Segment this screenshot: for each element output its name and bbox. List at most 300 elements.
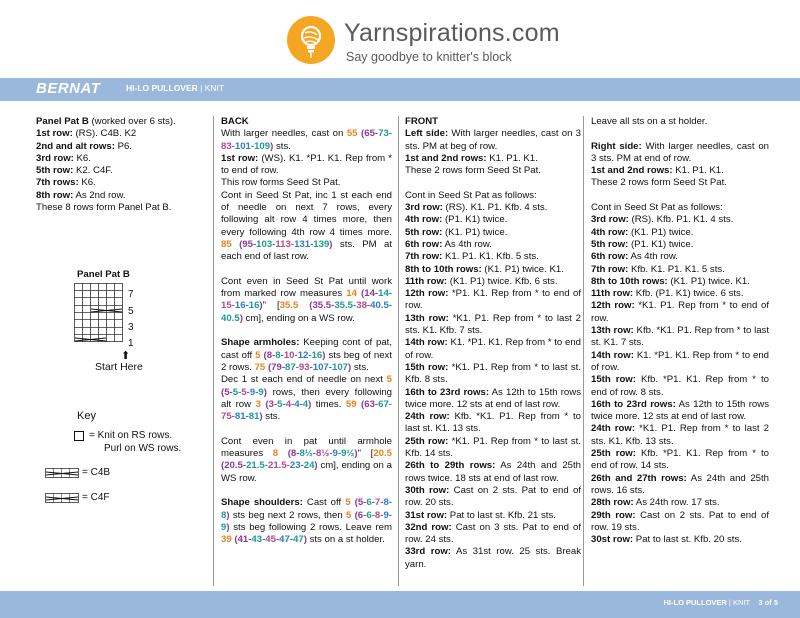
front-rows-1-2 [405, 153, 581, 165]
size-value: 14 [346, 288, 357, 300]
size-value: ) [308, 398, 312, 410]
front-right-side [591, 141, 769, 166]
size-value: ( [287, 448, 291, 460]
size-value: 6 [366, 509, 372, 521]
size-value: 73 [378, 128, 389, 140]
size-value: 47 [293, 534, 304, 546]
size-value: - [337, 448, 342, 460]
size-value: - [245, 411, 249, 423]
row-label: 5th row: [405, 226, 443, 238]
page-footer [0, 591, 800, 618]
pattern-row [405, 313, 581, 338]
row-text: *K1. P1. Rep from * to last 2 sts. K1. Kfb. 13 sts. [591, 423, 769, 447]
panel-heading [36, 116, 206, 128]
row-label: 12th row: [591, 300, 635, 312]
size-value: - [273, 398, 278, 410]
pattern-row [36, 141, 206, 153]
size-value: 5 [357, 497, 364, 509]
row-text: As 24th and 25th rows twice. 18 sts at end of last row. [405, 460, 581, 484]
size-value: - [388, 128, 392, 140]
row-text: Cast on 2 sts. Pat to end of row. 20 sts. [405, 484, 581, 509]
size-value: 9½ [341, 448, 355, 460]
size-value: - [309, 361, 313, 373]
chart-row-1: 1 [128, 338, 134, 349]
size-value: - [299, 398, 303, 410]
back-armhole-measure [221, 436, 392, 485]
pattern-row [36, 177, 206, 189]
row-label: 14th row: [591, 349, 634, 361]
size-value: ( [221, 460, 225, 472]
row-text: (K1. P1) twice. [628, 226, 694, 238]
size-value: - [229, 386, 233, 398]
size-value: 67 [378, 398, 389, 410]
size-value: ) [314, 460, 318, 472]
pattern-row [591, 473, 769, 498]
row-text: *P1. K1. Rep from * to end of row. [405, 288, 581, 312]
spacer [405, 177, 581, 189]
pattern-row [36, 190, 206, 202]
row-label: 31st row: [405, 509, 448, 521]
row-label: 1st and 2nd rows: [591, 165, 673, 177]
row-text: (K1. P1) twice. K1. [667, 275, 750, 287]
size-value: - [374, 398, 379, 410]
leave-sts: Leave all sts on a st holder. [591, 116, 708, 127]
row-label: 14th row: [405, 337, 448, 349]
row-label: 24th row: [591, 423, 636, 435]
back-heading: BACK [221, 116, 249, 127]
row-text: As 24th and 25th rows. 16 sts. [591, 472, 769, 496]
footer-title: HI-LO PULLOVER [663, 598, 727, 607]
row-label: 1st row: [36, 128, 73, 140]
c4b-symbol-icon [45, 468, 79, 478]
row-text: (K1. P1) twice. [442, 226, 508, 238]
size-value: 107 [331, 361, 348, 373]
row-label: 26th and 27th rows: [591, 472, 687, 484]
armhole-text-2: sts beg of next 2 rows. [221, 349, 393, 373]
size-value: 81 [248, 411, 260, 423]
back-increase-end: sts. PM at each end of last row. [221, 238, 392, 263]
row-text: K1. P1. K1. Kfb. 5 sts. [442, 251, 539, 263]
pattern-row [405, 460, 581, 485]
front-forms: These 2 rows form Seed St Pat. [405, 165, 541, 177]
size-value: 9 [249, 386, 256, 398]
size-value: 16 [311, 349, 323, 361]
front-heading: FRONT [405, 116, 439, 127]
size-value: 9 [332, 448, 338, 460]
chart-row-7: 7 [128, 289, 134, 300]
size-value: 23 [289, 460, 301, 472]
size-value: - [262, 534, 266, 546]
pattern-row [591, 534, 769, 546]
row-text: (P1. K1) twice. [442, 214, 508, 226]
row-text: P6. [114, 140, 132, 152]
size-value: ) [226, 509, 230, 521]
size-value: 8 [266, 349, 273, 361]
row-label: 8th row: [36, 189, 74, 201]
back-increase-text: Cont in Seed St Pat, inc 1 st each end of needle on next 7 rows, every following alt row 4 times more, then every following 4th row 4 times more. [221, 189, 392, 238]
panel-rows [36, 128, 206, 202]
size-value: - [231, 411, 235, 423]
size-value: 87 [285, 361, 296, 373]
size-value: 10 [283, 349, 295, 361]
pattern-row [405, 264, 581, 276]
row-text: As 4th row. [442, 238, 492, 250]
dec-text: Dec 1 st each end of needle on next [221, 374, 387, 386]
size-value: - [242, 460, 247, 472]
size-value: - [272, 238, 276, 250]
size-value: 12 [297, 349, 309, 361]
start-here-label: Start Here [95, 361, 143, 373]
size-value: 3 [255, 398, 261, 410]
size-value: 14 [378, 288, 389, 300]
row-text: *K1. P1. Rep from * to last st. Kfb. 8 sts. [405, 361, 581, 386]
pattern-row [405, 387, 581, 412]
size-value: - [308, 349, 312, 361]
row-text: As 12th to 15th rows twice more. 12 sts at end of last row. [405, 386, 581, 410]
row-text: (RS). Kfb. P1. K1. 4 sts. [628, 214, 734, 226]
row-text: Cast on 3 sts. Pat to end of row. 24 sts. [405, 521, 582, 546]
size-value: - [264, 460, 268, 472]
size-value: - [238, 386, 242, 398]
dec-end: sts. [262, 411, 281, 423]
size-value: ) [259, 300, 263, 312]
size-value: - [380, 509, 384, 521]
row-label: 4th row: [405, 214, 443, 226]
row-label: 24th row: [405, 411, 450, 423]
row-text: K1. P1. K1. [486, 152, 538, 164]
size-value: 5 [232, 386, 239, 398]
size-value: ) [239, 312, 243, 324]
size-value: ) [270, 140, 274, 152]
size-value: 6 [366, 497, 372, 509]
dec-text-2: rows, then every following alt row [221, 386, 392, 410]
column-divider [213, 116, 214, 586]
size-value: 39 [221, 534, 232, 546]
size-value: 41 [237, 534, 249, 546]
front-right-rows [591, 214, 769, 546]
key-title: Key [77, 410, 96, 422]
row-label: 29th row: [591, 509, 636, 521]
size-value: ( [239, 238, 243, 250]
size-value: - [388, 497, 392, 509]
size-value: 101 [234, 140, 251, 152]
row-label: 28th row: [591, 497, 634, 509]
size-value: - [388, 398, 392, 410]
size-value: - [282, 398, 286, 410]
unit-sep: " [ [262, 300, 280, 312]
row-label: Left side: [405, 128, 449, 140]
size-value: 16 [234, 300, 246, 312]
size-value: 83 [221, 140, 232, 152]
pattern-row [591, 399, 769, 424]
column-front-right [591, 116, 769, 546]
pattern-row [405, 436, 581, 461]
pattern-row [405, 485, 581, 510]
pattern-row [591, 350, 769, 375]
spacer [591, 128, 769, 140]
front-cont: Cont in Seed St Pat as follows: [405, 189, 537, 201]
pattern-row [405, 522, 581, 547]
page-number: 3 of 5 [758, 598, 778, 607]
panel-closing: These 8 rows form Panel Pat B. [36, 202, 172, 214]
pattern-row [591, 510, 769, 535]
row-text: K6. [78, 177, 96, 189]
size-value: 5 [224, 386, 230, 398]
pattern-title [126, 83, 224, 93]
size-value: ( [309, 300, 313, 312]
size-list [221, 239, 333, 250]
size-value: ( [361, 288, 365, 300]
pattern-row [405, 362, 581, 387]
back-shoulders [221, 497, 392, 546]
size-value: 8 [374, 509, 381, 521]
row-label: 13th row: [405, 312, 449, 324]
size-value: 6 [357, 509, 364, 521]
size-value: 8½ [315, 448, 330, 460]
column-panel-pat [36, 116, 206, 214]
size-value: 14 [364, 288, 375, 300]
size-value: 107 [312, 361, 329, 373]
size-value: 5 [241, 386, 247, 398]
panel-heading-rest: (worked over 6 sts). [88, 116, 176, 127]
size-value: 113 [275, 238, 291, 250]
row-label: 1st row: [221, 152, 259, 164]
back-cast-on-text: With larger needles, cast on [221, 128, 347, 140]
size-value: 4 [302, 398, 309, 410]
size-value: 40.5 [370, 300, 389, 312]
spacer [221, 423, 392, 435]
size-value: ( [361, 398, 365, 410]
row-text: *K1. P1. Rep from * to end of row. [591, 300, 769, 324]
size-value: - [371, 497, 375, 509]
pattern-row [405, 202, 581, 214]
yarn-lightbulb-logo-icon[interactable] [287, 16, 335, 64]
size-value: 9 [221, 521, 227, 533]
size-value: ( [265, 398, 269, 410]
size-value: - [231, 300, 235, 312]
size-value: 81 [234, 411, 246, 423]
armhole-end: sts. [351, 361, 369, 373]
row-label: 13th row: [591, 325, 634, 337]
pattern-row [591, 276, 769, 288]
size-list [255, 350, 325, 361]
size-value: 8½ [299, 448, 313, 460]
spacer [591, 190, 769, 202]
pattern-row [36, 153, 206, 165]
size-value: 8 [272, 448, 279, 460]
dec-text-3: times. [311, 398, 346, 410]
row-label: 2nd and alt rows: [36, 140, 115, 152]
size-value: 35.5 [312, 300, 332, 312]
size-list [255, 362, 352, 373]
size-value: 38 [356, 300, 367, 312]
size-value: 47 [279, 534, 290, 546]
size-value: 59 [345, 398, 357, 410]
size-value: 35.5 [279, 300, 299, 312]
row-label: 6th row: [405, 238, 443, 250]
row-label: Shape armholes: [221, 337, 300, 349]
row-label: 33rd row: [405, 546, 452, 558]
size-value: 139 [313, 238, 330, 250]
pattern-row [405, 239, 581, 251]
size-value: - [300, 460, 304, 472]
pattern-row [405, 276, 581, 288]
back-decrease [221, 374, 392, 423]
panel-heading-bold: Panel Pat B [36, 116, 89, 127]
pattern-row [591, 325, 769, 350]
spacer [221, 485, 392, 497]
row-label: 8th to 10th rows: [591, 275, 668, 287]
pattern-row [405, 227, 581, 239]
pattern-row [405, 411, 581, 436]
size-value: 15 [221, 300, 232, 312]
size-value: - [231, 140, 235, 152]
size-value: ) [348, 361, 352, 373]
pattern-row [36, 165, 206, 177]
size-value: - [275, 534, 280, 546]
size-value: 63 [364, 398, 375, 410]
size-value: - [371, 509, 375, 521]
size-value: 85 [221, 238, 232, 250]
row-label: 11th row: [405, 275, 448, 287]
pattern-row [591, 239, 769, 251]
size-value: - [252, 238, 257, 250]
shoulder-end: sts on a st holder. [306, 534, 385, 546]
size-value: ( [267, 361, 272, 373]
size-value: - [380, 497, 384, 509]
size-value: 9 [383, 509, 389, 521]
footer-sep: | [726, 598, 733, 607]
back-cont-even [221, 276, 392, 325]
size-value: - [289, 534, 294, 546]
pattern-row [591, 227, 769, 239]
size-value: 20.5 [224, 460, 243, 472]
row-label: 12th row: [405, 288, 449, 300]
size-value: - [286, 460, 290, 472]
unit-sep: " [ [357, 448, 374, 460]
size-value: 5 [345, 497, 351, 509]
row-label: 16th to 23rd rows: [591, 398, 676, 410]
size-value: 131 [294, 238, 311, 250]
size-value: - [245, 300, 249, 312]
size-value: 45 [265, 534, 276, 546]
row-text: K1. *P1. K1. Rep from * to end of row. [591, 349, 769, 373]
row-text: K1. P1. K1. [672, 165, 724, 177]
row-text: *K1. P1. Rep from * to last 2 sts. K1. Kfb. 7 sts. [405, 312, 581, 337]
size-value: - [248, 534, 252, 546]
pattern-row [405, 214, 581, 226]
column-divider [583, 116, 584, 586]
chart-row-5: 5 [128, 306, 134, 317]
pattern-row [591, 374, 769, 399]
pattern-row [591, 300, 769, 325]
size-value: - [329, 448, 333, 460]
row-text: Cast on 2 sts. Pat to end of row. 19 sts. [591, 509, 769, 533]
size-value: 75 [221, 411, 232, 423]
pattern-row [591, 288, 769, 300]
pattern-name: HI-LO PULLOVER [126, 83, 198, 93]
size-value: - [255, 386, 259, 398]
shoulder-text-3: sts beg following 2 rows. Leave rem [229, 521, 392, 533]
row-label: 30th row: [405, 484, 450, 496]
row-label: 3rd row: [405, 202, 443, 214]
column-back [221, 116, 392, 546]
size-value: 5 [255, 349, 261, 361]
row-text: (K1. P1) twice. Kfb. 6 sts. [447, 275, 558, 287]
row-label: 7th row: [405, 251, 443, 263]
pattern-row [591, 214, 769, 226]
size-value: 9 [258, 386, 264, 398]
row-label: 4th row: [591, 226, 629, 238]
size-value: - [295, 361, 299, 373]
row-label: 1st and 2nd rows: [405, 152, 487, 164]
row-text: K1. *P1. K1. Rep from * to end of row. [405, 337, 581, 361]
size-value: ) [322, 349, 326, 361]
armhole-text: Keeping cont of pat, cast off [221, 337, 392, 361]
pattern-row [36, 128, 206, 140]
row-text: (WS). K1. *P1. K1. Rep from * to end of row. [221, 152, 392, 177]
size-value: 95 [242, 238, 253, 250]
size-value: ( [234, 534, 238, 546]
size-value: 20.5 [373, 448, 392, 460]
back-cont-text: Cont even in Seed St Pat until work from marked row measures [221, 275, 392, 300]
title-separator: | [197, 83, 205, 93]
site-name[interactable]: Yarnspirations.com [344, 19, 560, 47]
size-value: 40.5 [221, 312, 240, 324]
row-text: As 4th row. [628, 251, 678, 263]
back-increase [221, 190, 392, 264]
front-right-cont: Cont in Seed St Pat as follows: [591, 202, 723, 214]
size-value: - [374, 128, 379, 140]
row-label: 7th row: [591, 263, 629, 275]
back-cast-on-end: sts. [273, 140, 291, 152]
size-value: 75 [254, 361, 266, 373]
size-value: - [281, 361, 286, 373]
row-text: (RS). K1. P1. Kfb. 4 sts. [442, 202, 548, 214]
size-value: - [331, 300, 335, 312]
pattern-row [405, 546, 581, 571]
shoulder-text-2: sts beg next 2 rows, then [229, 509, 346, 521]
brand-logo: BERNAT [36, 80, 101, 97]
row-label: 8th to 10th rows: [405, 263, 482, 275]
pattern-row [591, 448, 769, 473]
row-text: K6. [73, 152, 91, 164]
row-label: 15th row: [591, 374, 636, 386]
size-value: 8 [383, 497, 389, 509]
row-text: As 2nd row. [73, 189, 126, 201]
size-value: ) [263, 386, 267, 398]
size-value: 8 [275, 349, 281, 361]
size-value: ( [221, 386, 225, 398]
pattern-type: KNIT [204, 83, 225, 93]
size-value: - [363, 497, 367, 509]
size-value: 4 [285, 398, 292, 410]
size-value: 4 [294, 398, 300, 410]
row-label: 16th to 23rd rows: [405, 386, 490, 398]
size-value: 109 [254, 140, 271, 152]
row-text: (P1. K1) twice. [628, 238, 694, 250]
size-value: 35.5 [334, 300, 354, 312]
size-value: 5 [345, 509, 352, 521]
row-text: *K1. P1. Rep from * to last st. Kfb. 14 sts. [405, 435, 581, 460]
row-text: As 24th row. 17 sts. [633, 497, 720, 509]
front-right-forms: These 2 rows form Seed St Pat. [591, 177, 727, 189]
front-rows [405, 202, 581, 571]
chart-title: Panel Pat B [77, 269, 130, 280]
pattern-row [405, 337, 581, 362]
key-c4f: = C4F [82, 492, 110, 503]
shoulder-text: Cast off [302, 497, 346, 509]
